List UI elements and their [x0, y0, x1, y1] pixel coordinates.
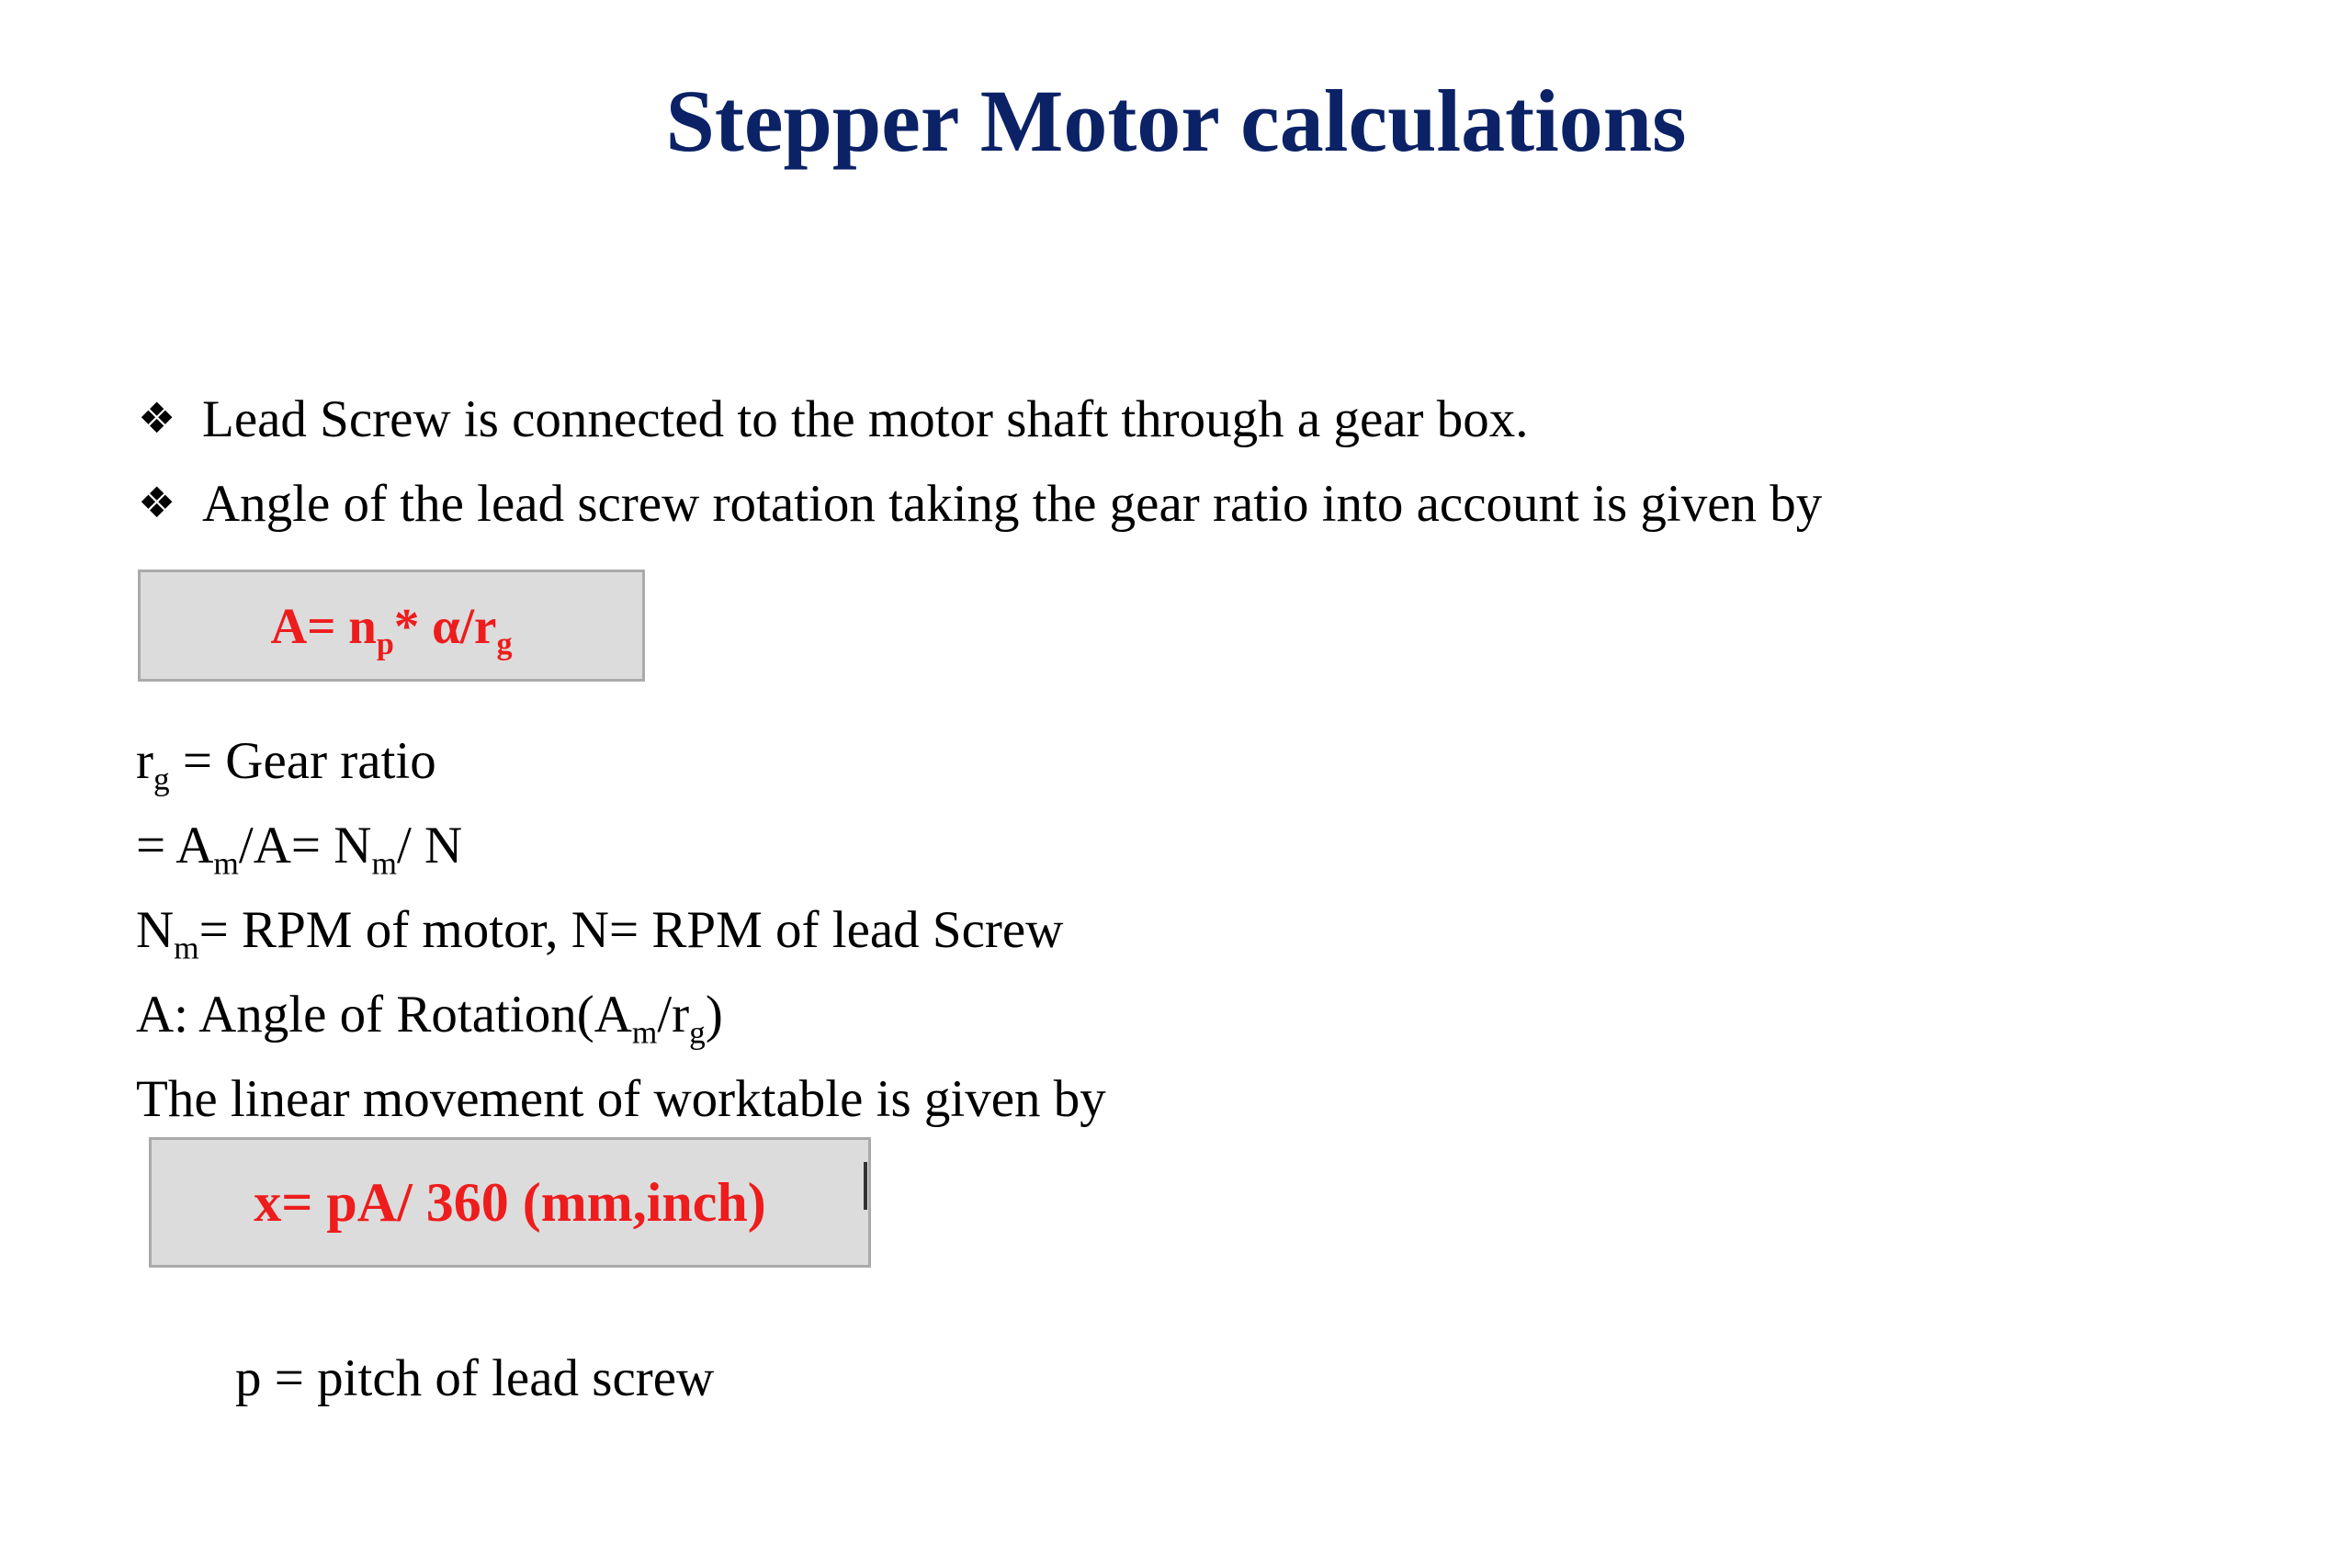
page-title: Stepper Motor calculations [665, 72, 1687, 170]
bullet-item [138, 386, 1529, 452]
bullet-item [138, 470, 1822, 536]
text-cursor [864, 1162, 867, 1210]
angle-definition: A: Angle of $Rotation(A_m/r_g)$ [136, 986, 723, 1051]
linear-formula: x= pA/ 360 (mm,inch) [254, 1171, 766, 1233]
bullet-text: Angle of the lead screw rotation taking the gear ratio into account is given by [202, 475, 1823, 533]
diamond-bullet-icon: ❖ [138, 393, 176, 443]
diamond-bullet-icon: ❖ [138, 478, 176, 527]
gear-ratio-equation: = $A_m/A= N_m/$ N [136, 817, 463, 882]
pitch-definition: p = pitch of lead screw [235, 1349, 715, 1407]
linear-movement-text: The linear movement of worktable is given by [136, 1070, 1106, 1128]
linear-formula-box [149, 1137, 871, 1268]
rpm-definition: $N_m=$ RPM of motor, N= RPM of lead Screw [136, 901, 1064, 966]
angle-formula: $A= n_p*$ $\alpha/r_g$ [270, 597, 513, 661]
gear-ratio-definition: $r_g$ = Gear ratio [136, 732, 436, 797]
bullet-text: Lead Screw is connected to the motor shaft through a gear box. [202, 390, 1529, 448]
angle-formula-box [138, 570, 645, 682]
